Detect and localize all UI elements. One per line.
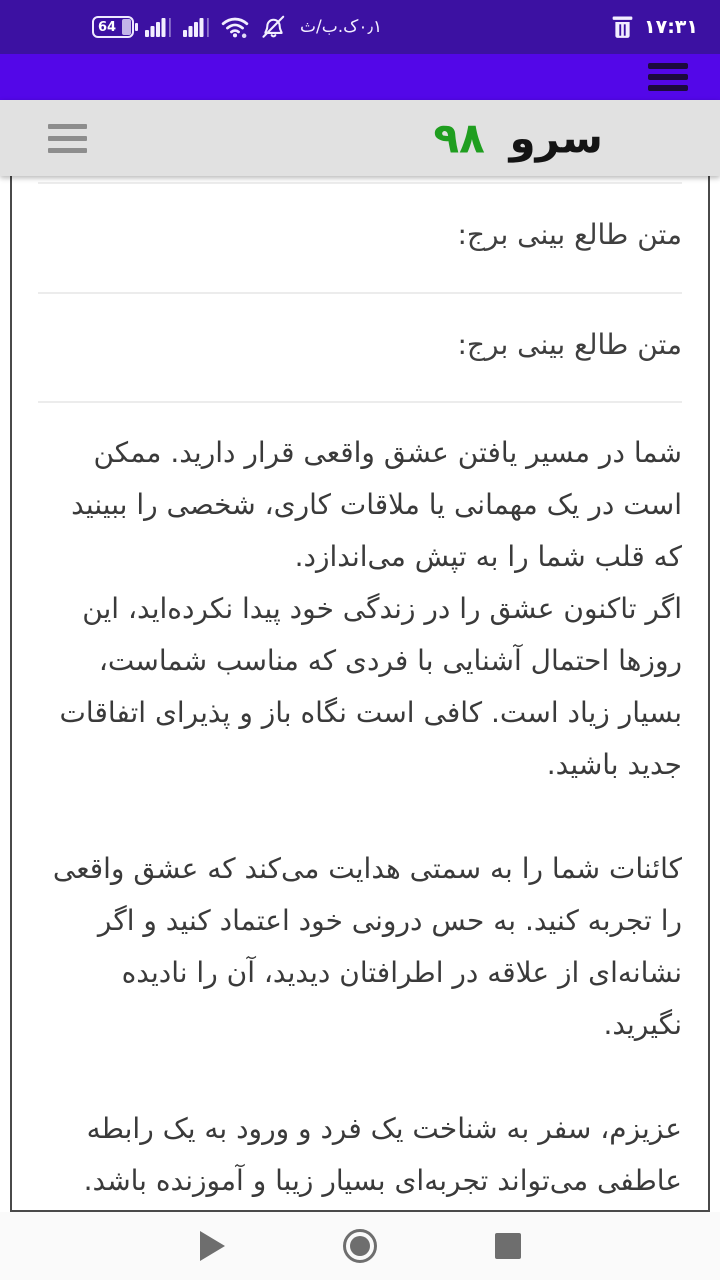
horoscope-paragraph: کائنات شما را به سمتی هدایت می‌کند که عشق واقعی را تجربه کنید. به حس درونی خود اعتماد کنید و اگر نشانه‌ای از علاقه در اطرافتان دیدید، آن را نادیده نگیرید. (52, 852, 682, 1042)
trash-icon (612, 16, 633, 39)
logo-number: ۹۸ (433, 113, 485, 163)
clock: ۱۷:۳۱ (644, 16, 698, 38)
wifi-icon (221, 16, 249, 39)
section-divider (38, 401, 682, 403)
logo-text: سرو (509, 113, 603, 163)
recents-button[interactable] (495, 1233, 521, 1259)
hamburger-line (48, 124, 87, 129)
network-speed-indicator: ۰٫۱ک.ب/ث (300, 17, 383, 37)
horoscope-paragraph: شما در مسیر یافتن عشق واقعی قرار دارید. ممکن است در یک مهمانی یا ملاقات کاری، شخصی را ببینید که قلب شما را به تپش می‌اندازد. (71, 436, 682, 574)
home-circle-icon (343, 1229, 377, 1263)
battery-icon (92, 16, 134, 38)
hamburger-line (48, 136, 87, 141)
battery-percent: 64 (98, 19, 117, 35)
signal-bars-icon-2 (183, 17, 210, 37)
menu-hamburger-button[interactable] (648, 63, 688, 91)
horoscope-section-label: متن طالع بینی برج: (457, 218, 682, 251)
back-triangle-icon (200, 1231, 225, 1261)
app-logo (434, 114, 603, 163)
hamburger-line (648, 74, 688, 80)
notifications-muted-icon (260, 15, 287, 39)
hamburger-line (648, 63, 688, 69)
horoscope-paragraph: اگر تاکنون عشق را در زندگی خود پیدا نکرده‌اید، این روزها احتمال آشنایی با فردی که مناسب شماست، بسیار زیاد است. کافی است نگاه باز و پذیرای اتفاقات جدید باشید. (59, 592, 682, 782)
horoscope-paragraph: عزیزم، سفر به شناخت یک فرد و ورود به یک رابطه عاطفی می‌تواند تجربه‌ای بسیار زیبا و آموزنده باشد. (83, 1112, 682, 1198)
back-button[interactable] (200, 1231, 225, 1261)
recents-square-icon (495, 1233, 521, 1259)
drawer-hamburger-button[interactable] (48, 124, 87, 153)
status-bar-right-group (612, 16, 698, 39)
status-bar (0, 0, 720, 54)
home-button[interactable] (343, 1229, 377, 1263)
purple-menu-bar (0, 54, 720, 100)
hamburger-line (48, 148, 87, 153)
horoscope-section-label: متن طالع بینی برج: (457, 327, 682, 361)
signal-bars-icon (145, 17, 172, 37)
app-header (0, 100, 720, 176)
horoscope-content-scroll-area[interactable] (10, 176, 710, 1212)
hamburger-line (648, 85, 688, 91)
horoscope-body-text (38, 427, 682, 1207)
home-circle-inner (350, 1236, 370, 1256)
android-nav-bar (0, 1212, 720, 1280)
battery-fill (122, 19, 131, 35)
status-bar-left-group (92, 15, 382, 39)
